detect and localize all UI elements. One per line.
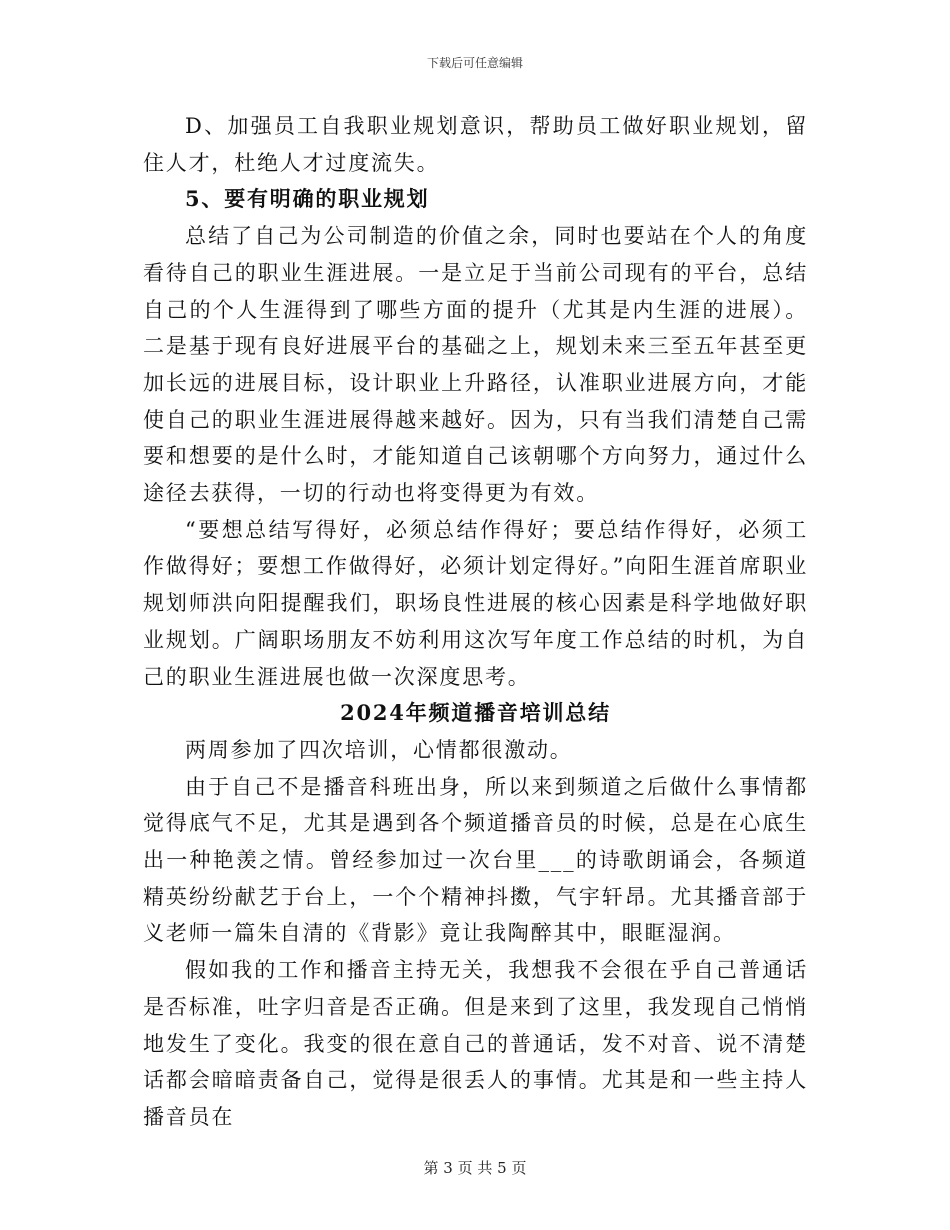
paragraph-training-intro: 两周参加了四次培训，心情都很激动。 xyxy=(185,737,573,762)
page-header: 下载后可任意编辑 xyxy=(426,56,523,70)
paragraph-changes: 假如我的工作和播音主持无关，我想我不会很在乎自己普通话是否标准，吐字归音是否正确。但是来到了这里，我发现自己悄悄地发生了变化。我变的很在意自己的普通话，发不对音、说不清楚话都会暗暗责备自己，觉得是很丢人的事情。尤其是和一些主持人播音员在 xyxy=(143,958,808,1129)
paragraph-summary-quote: “要想总结写得好，必须总结作得好；要总结作得好，必须工作做得好；要想工作做得好，必须计划定得好。”向阳生涯首席职业规划师洪向阳提醒我们，职场良性进展的核心因素是科学地做好职业规划。广阔职场朋友不妨利用这次写年度工作总结的时机，为自己的职业生涯进展也做一次深度思考。 xyxy=(143,517,808,689)
paragraph-personal-career-development: 总结了自己为公司制造的价值之余，同时也要站在个人的角度看待自己的职业生涯进展。一是立足于当前公司现有的平台，总结自己的个人生涯得到了哪些方面的提升（尤其是内生涯的进展）。二是基于现有良好进展平台的基础之上，规划未来三至五年甚至更加长远的进展目标，设计职业上升路径，认准职业进展方向，才能使自己的职业生涯进展得越来越好。因为，只有当我们清楚自己需要和想要的是什么时，才能知道自己该朝哪个方向努力，通过什么途径去获得，一切的行动也将变得更为有效。 xyxy=(143,224,808,506)
document-body xyxy=(143,108,808,1136)
page-number: 第 3 页 共 5 页 xyxy=(423,1159,527,1177)
section-title: 2024年频道播音培训总结 xyxy=(340,700,611,726)
sub-heading-career-plan: 5、要有明确的职业规划 xyxy=(185,186,430,212)
paragraph-background: 由于自己不是播音科班出身，所以来到频道之后做什么事情都觉得底气不足，尤其是遇到各个频道播音员的时候，总是在心底生出一种艳羡之情。曾经参加过一次台里___的诗歌朗诵会，各频道精英纷纷献艺于台上，一个个精神抖擞，气宇轩昂。尤其播音部于义老师一篇朱自清的《背影》竟让我陶醉其中，眼眶湿润。 xyxy=(143,774,808,946)
paragraph-career-planning-awareness: D、加强员工自我职业规划意识，帮助员工做好职业规划，留住人才，杜绝人才过度流失。 xyxy=(143,114,808,175)
